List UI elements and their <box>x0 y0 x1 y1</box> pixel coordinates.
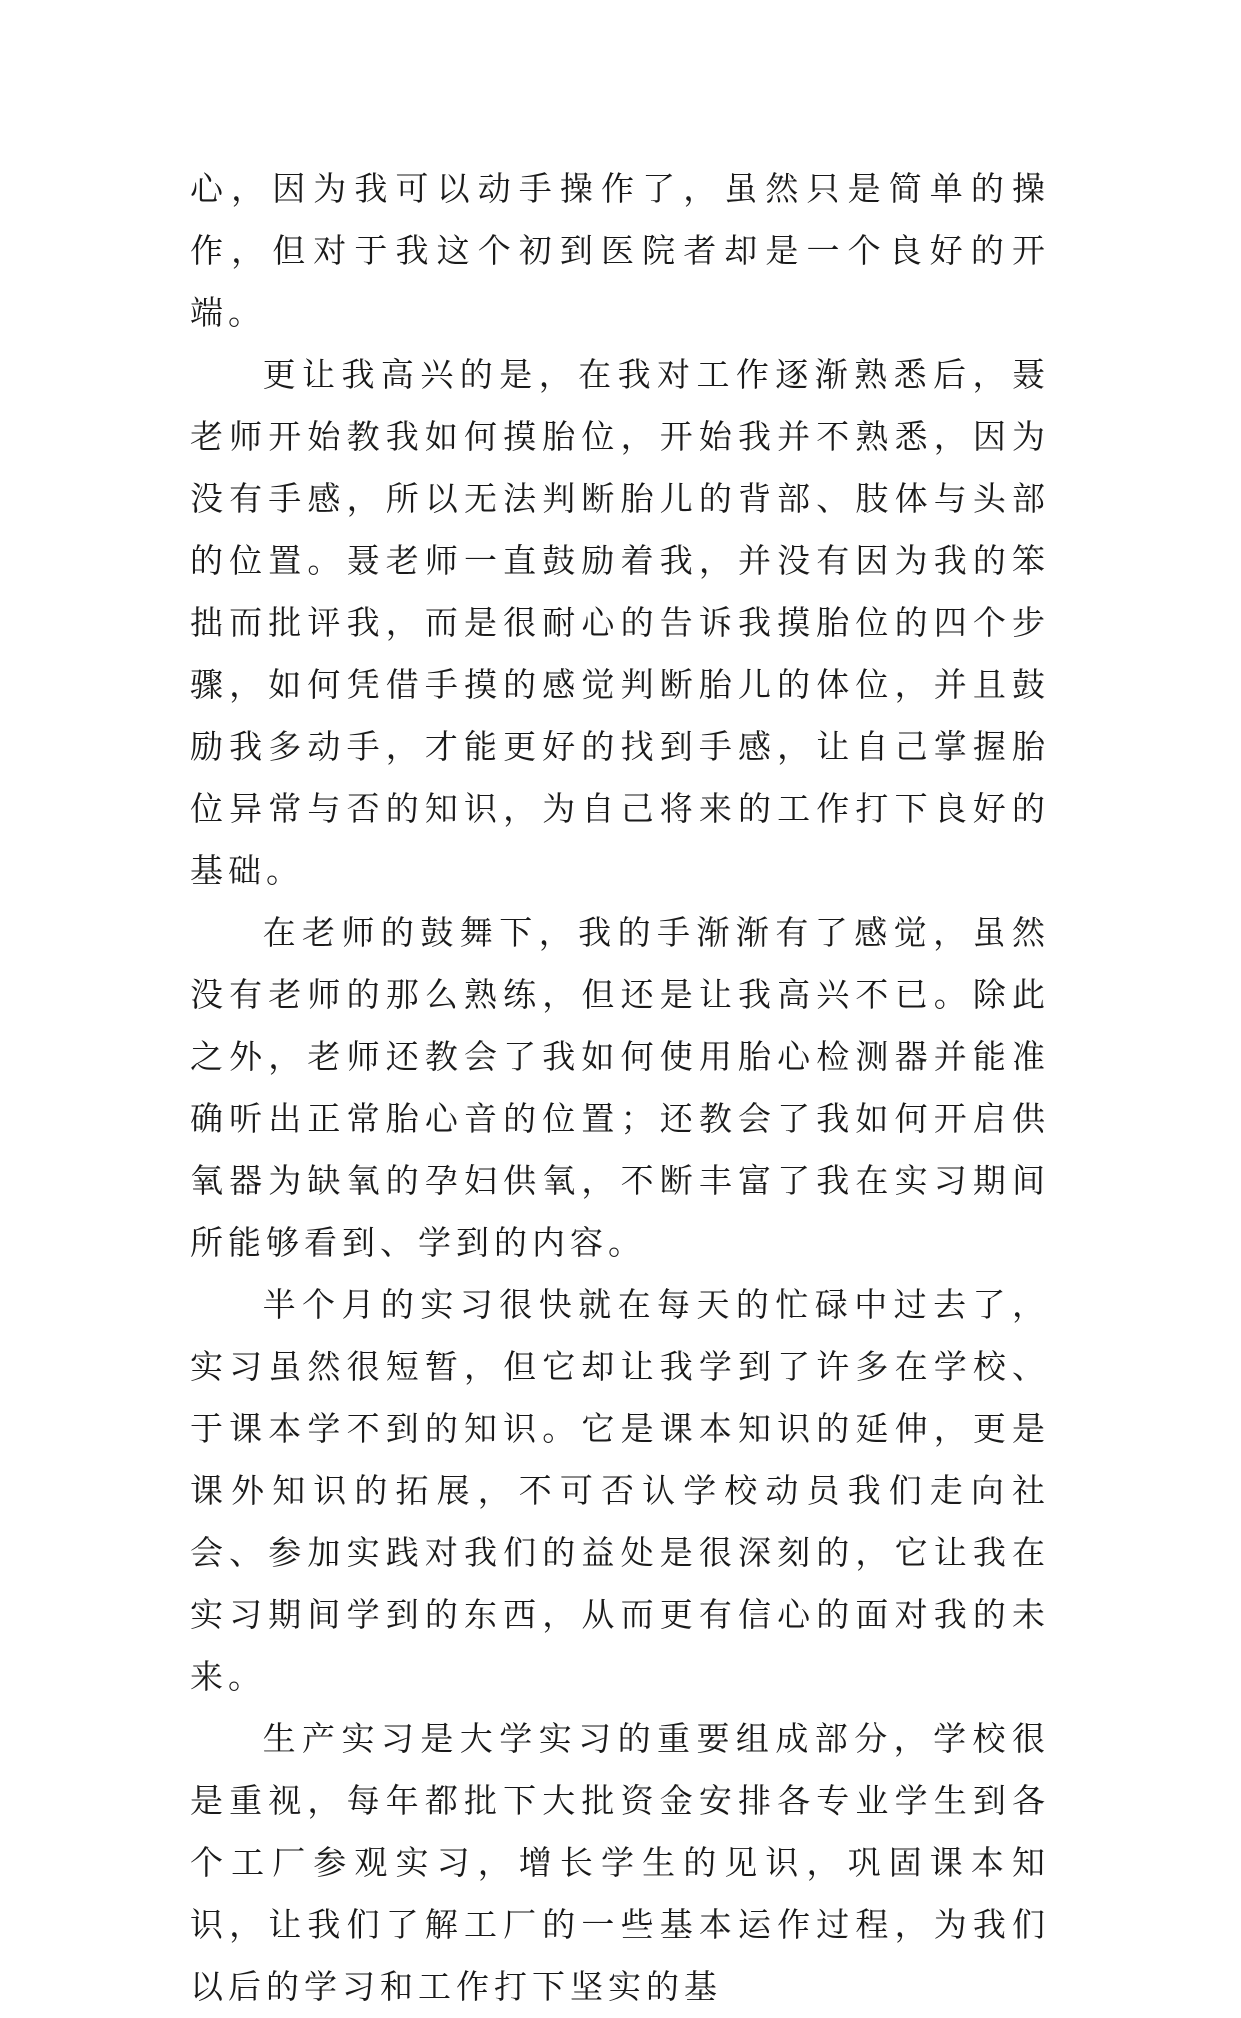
document-body <box>190 158 1050 2018</box>
paragraph-3: 在老师的鼓舞下，我的手渐渐有了感觉，虽然没有老师的那么熟练，但还是让我高兴不已。除此之外，老师还教会了我如何使用胎心检测器并能准确听出正常胎心音的位置；还教会了我如何开启供氧器为缺氧的孕妇供氧，不断丰富了我在实习期间所能够看到、学到的内容。 <box>190 913 1050 1262</box>
paragraph-2: 更让我高兴的是，在我对工作逐渐熟悉后，聂老师开始教我如何摸胎位，开始我并不熟悉，因为没有手感，所以无法判断胎儿的背部、肢体与头部的位置。聂老师一直鼓励着我，并没有因为我的笨拙而批评我，而是很耐心的告诉我摸胎位的四个步骤，如何凭借手摸的感觉判断胎儿的体位，并且鼓励我多动手，才能更好的找到手感，让自己掌握胎位异常与否的知识，为自己将来的工作打下良好的基础。 <box>190 355 1050 890</box>
paragraph-1: 心，因为我可以动手操作了，虽然只是简单的操作，但对于我这个初到医院者却是一个良好的开端。 <box>190 169 1050 332</box>
paragraph-5: 生产实习是大学实习的重要组成部分，学校很是重视，每年都批下大批资金安排各专业学生到各个工厂参观实习，增长学生的见识，巩固课本知识，让我们了解工厂的一些基本运作过程，为我们以后的学习和工作打下坚实的基 <box>190 1719 1050 2006</box>
paragraph-4: 半个月的实习很快就在每天的忙碌中过去了，实习虽然很短暂，但它却让我学到了许多在学校、于课本学不到的知识。它是课本知识的延伸，更是课外知识的拓展，不可否认学校动员我们走向社会、参加实践对我们的益处是很深刻的，它让我在实习期间学到的东西，从而更有信心的面对我的未来。 <box>190 1285 1050 1696</box>
